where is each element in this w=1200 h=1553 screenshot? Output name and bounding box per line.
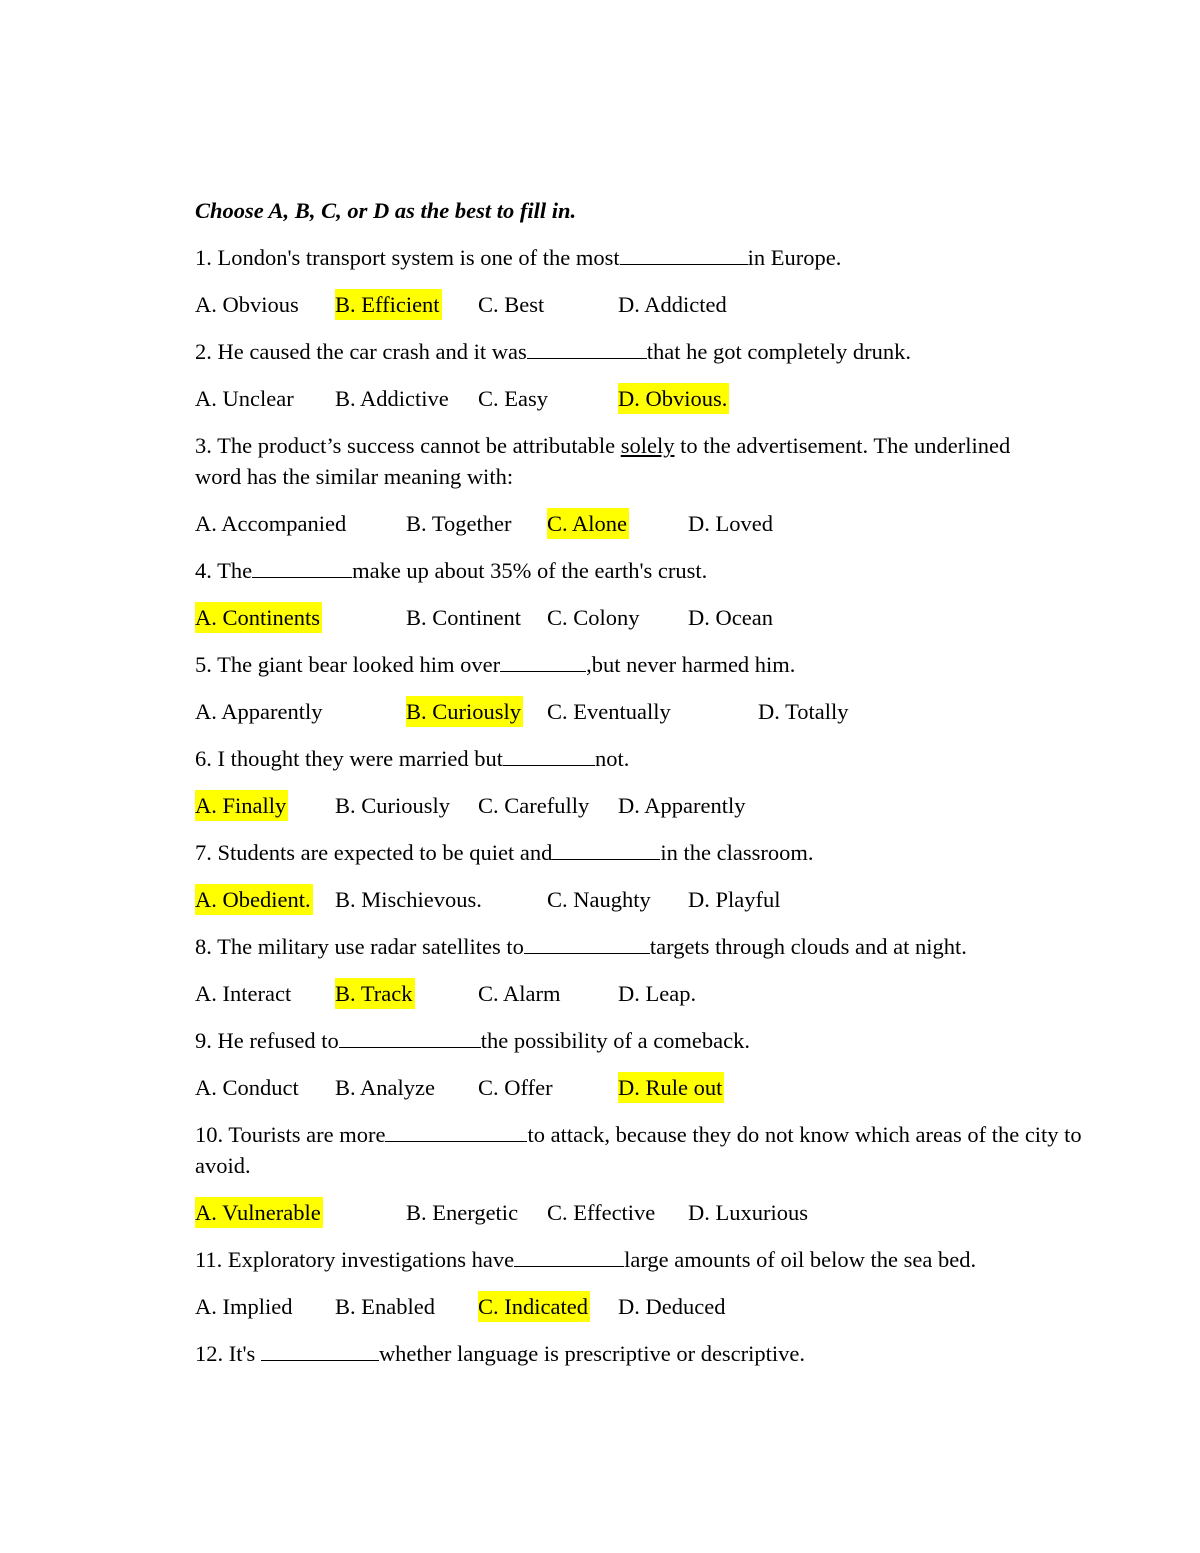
option-b[interactable]: B. Mischievous. — [335, 887, 482, 912]
option-c[interactable]: C. Colony — [547, 605, 640, 630]
question-text: to attack, because they do not know which areas of the city to avoid. — [195, 1122, 1082, 1178]
question-9 — [195, 1025, 1095, 1056]
question-text: that he got completely drunk. — [646, 339, 912, 364]
question-text: ,but never harmed him. — [586, 652, 796, 677]
question-text: 11. Exploratory investigations have — [195, 1247, 515, 1272]
option-d-correct[interactable]: D. Rule out — [618, 1072, 724, 1103]
question-text: whether language is prescriptive or descriptive. — [378, 1341, 806, 1366]
underlined-word: solely — [620, 433, 675, 458]
answer-blank — [524, 931, 650, 954]
option-d-correct[interactable]: D. Obvious. — [618, 383, 729, 414]
options-9 — [195, 1072, 1095, 1103]
option-d[interactable]: D. Leap. — [618, 981, 697, 1006]
option-b[interactable]: B. Addictive — [335, 386, 449, 411]
option-a[interactable]: A. Interact — [195, 981, 292, 1006]
option-b[interactable]: B. Analyze — [335, 1075, 435, 1100]
question-text: make up about 35% of the earth's crust. — [352, 558, 708, 583]
option-d[interactable]: D. Addicted — [618, 292, 727, 317]
question-2 — [195, 336, 1095, 367]
option-b[interactable]: B. Enabled — [335, 1294, 435, 1319]
option-a[interactable]: A. Apparently — [195, 699, 323, 724]
options-2 — [195, 383, 1095, 414]
options-10 — [195, 1197, 1095, 1228]
question-text: 10. Tourists are more — [195, 1122, 386, 1147]
question-4 — [195, 555, 1095, 586]
question-11 — [195, 1244, 1095, 1275]
question-text: 3. The product’s success cannot be attributable — [195, 433, 621, 458]
options-1 — [195, 289, 1095, 320]
answer-blank — [261, 1338, 379, 1361]
question-text: 7. Students are expected to be quiet and — [195, 840, 553, 865]
option-d[interactable]: D. Ocean — [688, 605, 773, 630]
option-d[interactable]: D. Luxurious — [688, 1200, 808, 1225]
option-d[interactable]: D. Playful — [688, 887, 781, 912]
question-text: the possibility of a comeback. — [480, 1028, 751, 1053]
option-a[interactable]: A. Accompanied — [195, 511, 347, 536]
question-text: 8. The military use radar satellites to — [195, 934, 524, 959]
answer-blank — [385, 1119, 527, 1142]
options-3 — [195, 508, 1095, 539]
options-4 — [195, 602, 1095, 633]
question-12 — [195, 1338, 1095, 1369]
option-b-correct[interactable]: B. Curiously — [406, 696, 523, 727]
option-c-correct[interactable]: C. Indicated — [478, 1291, 590, 1322]
option-d[interactable]: D. Deduced — [618, 1294, 726, 1319]
worksheet — [195, 195, 1095, 1385]
question-text: 2. He caused the car crash and it was — [195, 339, 527, 364]
option-a[interactable]: A. Implied — [195, 1294, 293, 1319]
question-10 — [195, 1119, 1085, 1181]
option-d[interactable]: D. Totally — [758, 699, 849, 724]
option-a[interactable]: A. Unclear — [195, 386, 294, 411]
instruction-heading: Choose A, B, C, or D as the best to fill in. — [195, 198, 577, 223]
answer-blank — [500, 649, 586, 672]
question-text: large amounts of oil below the sea bed. — [624, 1247, 977, 1272]
question-text: not. — [595, 746, 630, 771]
option-c[interactable]: C. Best — [478, 292, 545, 317]
options-7 — [195, 884, 1095, 915]
option-c[interactable]: C. Eventually — [547, 699, 671, 724]
option-b-correct[interactable]: B. Track — [335, 978, 415, 1009]
option-c-correct[interactable]: C. Alone — [547, 508, 629, 539]
question-text: targets through clouds and at night. — [649, 934, 967, 959]
option-a[interactable]: A. Conduct — [195, 1075, 299, 1100]
option-c[interactable]: C. Easy — [478, 386, 548, 411]
options-5 — [195, 696, 1095, 727]
option-d[interactable]: D. Apparently — [618, 793, 746, 818]
option-a-correct[interactable]: A. Continents — [195, 602, 322, 633]
option-c[interactable]: C. Carefully — [478, 793, 590, 818]
option-a-correct[interactable]: A. Obedient. — [195, 884, 313, 915]
option-c[interactable]: C. Naughty — [547, 887, 651, 912]
option-a[interactable]: A. Obvious — [195, 292, 299, 317]
answer-blank — [339, 1025, 481, 1048]
options-6 — [195, 790, 1095, 821]
question-text: to the advertisement. The underlined word has the similar meaning with: — [195, 433, 1011, 489]
option-a-correct[interactable]: A. Vulnerable — [195, 1197, 323, 1228]
option-b-correct[interactable]: B. Efficient — [335, 289, 442, 320]
option-c[interactable]: C. Alarm — [478, 981, 561, 1006]
question-5 — [195, 649, 1095, 680]
option-d[interactable]: D. Loved — [688, 511, 773, 536]
answer-blank — [514, 1244, 624, 1267]
question-text: in the classroom. — [660, 840, 814, 865]
question-text: 6. I thought they were married but — [195, 746, 504, 771]
option-b[interactable]: B. Together — [406, 511, 512, 536]
options-11 — [195, 1291, 1095, 1322]
question-3 — [195, 430, 1025, 492]
answer-blank — [252, 555, 352, 578]
answer-blank — [620, 242, 748, 265]
question-text: 4. The — [195, 558, 253, 583]
question-text: in Europe. — [747, 245, 842, 270]
question-text: 1. London's transport system is one of the most — [195, 245, 620, 270]
question-text: 5. The giant bear looked him over — [195, 652, 501, 677]
question-7 — [195, 837, 1095, 868]
option-b[interactable]: B. Curiously — [335, 793, 451, 818]
answer-blank — [503, 743, 595, 766]
options-8 — [195, 978, 1095, 1009]
option-b[interactable]: B. Energetic — [406, 1200, 519, 1225]
question-6 — [195, 743, 1095, 774]
question-text: 9. He refused to — [195, 1028, 339, 1053]
question-1 — [195, 242, 1095, 273]
option-b[interactable]: B. Continent — [406, 605, 522, 630]
option-c[interactable]: C. Effective — [547, 1200, 656, 1225]
option-a-correct[interactable]: A. Finally — [195, 790, 288, 821]
question-text: 12. It's — [195, 1341, 261, 1366]
question-8 — [195, 931, 1095, 962]
answer-blank — [552, 837, 660, 860]
answer-blank — [527, 336, 647, 359]
option-c[interactable]: C. Offer — [478, 1075, 553, 1100]
